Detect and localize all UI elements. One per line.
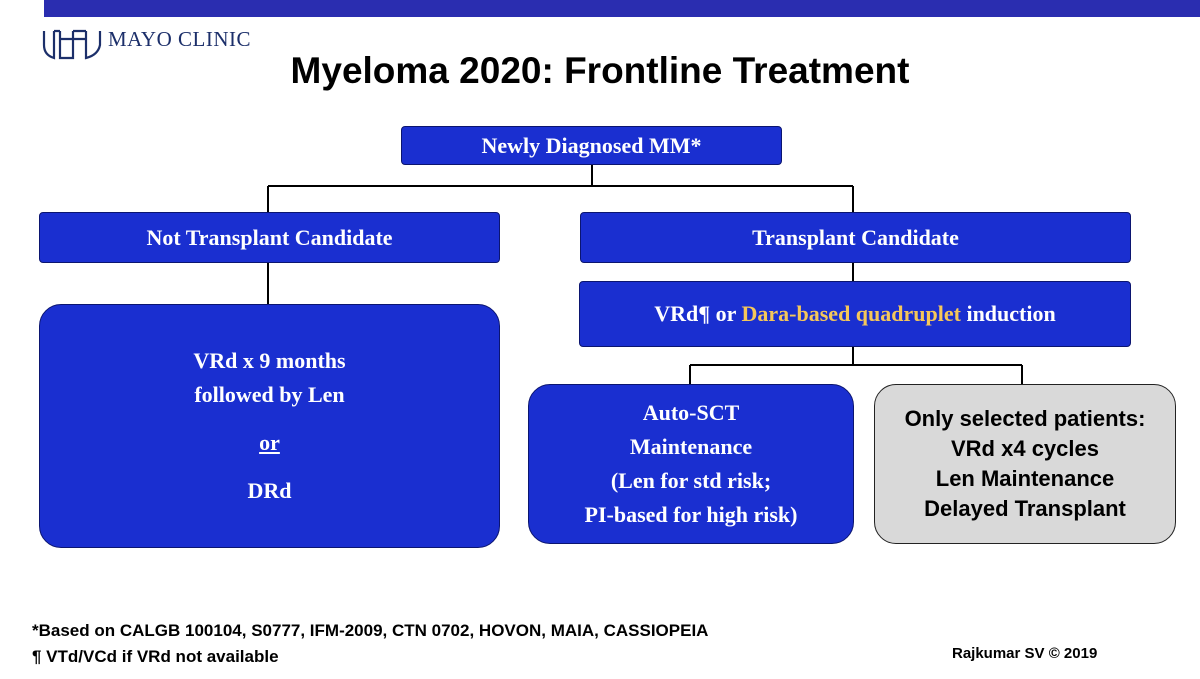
induction-prefix: VRd¶ or: [654, 301, 742, 326]
induction-box: [579, 281, 1131, 347]
auto-sct-line-1: Auto-SCT: [642, 400, 740, 425]
newly-diagnosed-label: Newly Diagnosed MM*: [481, 132, 702, 158]
induction-highlight: Dara-based quadruplet: [741, 301, 961, 326]
transplant-label: Transplant Candidate: [752, 224, 959, 250]
newly-diagnosed-box: [401, 126, 782, 165]
auto-sct-line-4: PI-based for high risk): [584, 502, 798, 527]
slide-title: Myeloma 2020: Frontline Treatment: [290, 50, 910, 91]
logo-wordmark: MAYO CLINIC: [108, 27, 251, 51]
selected-line-1: Only selected patients:: [904, 406, 1146, 431]
regimen-alternative: DRd: [247, 478, 292, 503]
selected-line-4: Delayed Transplant: [924, 496, 1126, 521]
selected-line-3: Len Maintenance: [935, 466, 1115, 491]
not-transplant-box: [39, 212, 500, 263]
auto-sct-line-3: (Len for std risk;: [610, 468, 772, 493]
transplant-box: [580, 212, 1131, 263]
auto-sct-line-2: Maintenance: [629, 434, 753, 459]
regimen-line-2: followed by Len: [194, 382, 345, 407]
induction-suffix: induction: [960, 301, 1056, 326]
regimen-line-1: VRd x 9 months: [193, 348, 346, 373]
selected-line-2: VRd x4 cycles: [951, 436, 1099, 461]
not-transplant-regimen-box: [39, 304, 500, 548]
footnote-substitution: ¶ VTd/VCd if VRd not available: [32, 647, 279, 666]
selected-patients-box: [874, 384, 1176, 544]
footnote-references: *Based on CALGB 100104, S0777, IFM-2009, CTN 0702, HOVON, MAIA, CASSIOPEIA: [32, 621, 709, 640]
auto-sct-box: [528, 384, 854, 544]
induction-label: [654, 297, 1055, 331]
not-transplant-label: Not Transplant Candidate: [146, 224, 393, 250]
regimen-or: or: [259, 430, 280, 455]
copyright-credit: Rajkumar SV © 2019: [952, 645, 1098, 662]
